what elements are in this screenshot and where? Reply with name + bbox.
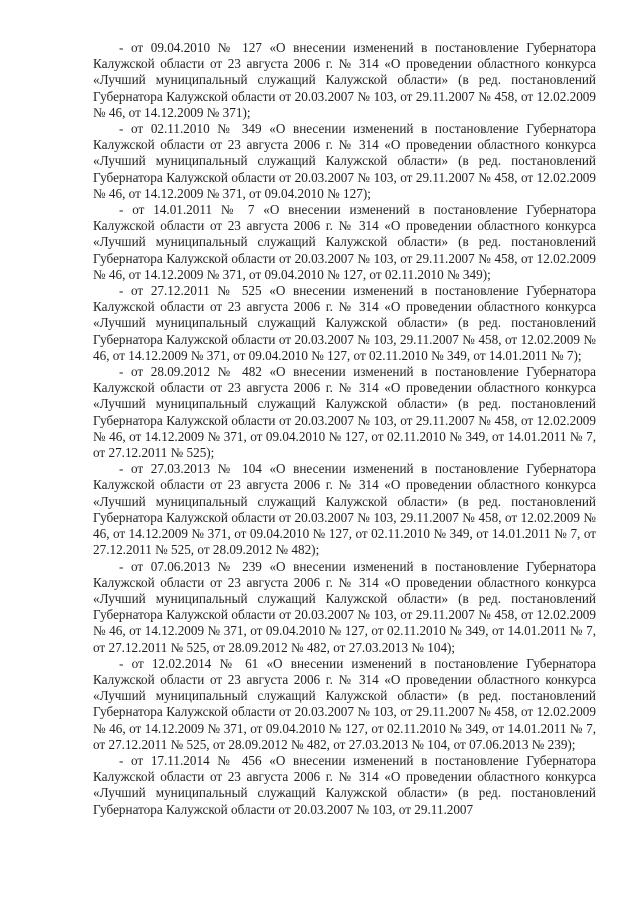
amendment-paragraph-7: - от 07.06.2013 № 239 «О внесении изменений в постановление Губернатора Калужской области от 23 августа 2006 г. № 314 «О проведении областного конкурса «Лучший муниципальный служащий Калужской области» (в ред. постановлений Губернатора Калужской области от 20.03.2007 № 103, от 29.11.2007 № 458, от 12.02.2009 № 46, от 14.12.2009 № 371, от 09.04.2010 № 127, от 02.11.2010 № 349, от 14.01.2011 № 7, от 27.12.2011 № 525, от 28.09.2012 № 482, от 27.03.2013 № 104); — [93, 558, 596, 655]
amendment-paragraph-5: - от 28.09.2012 № 482 «О внесении изменений в постановление Губернатора Калужской области от 23 августа 2006 г. № 314 «О проведении областного конкурса «Лучший муниципальный служащий Калужской области» (в ред. постановлений Губернатора Калужской области от 20.03.2007 № 103, от 29.11.2007 № 458, от 12.02.2009 № 46, от 14.12.2009 № 371, от 09.04.2010 № 127, от 02.11.2010 № 349, от 14.01.2011 № 7, от 27.12.2011 № 525); — [93, 364, 596, 461]
amendment-paragraph-2: - от 02.11.2010 № 349 «О внесении изменений в постановление Губернатора Калужской области от 23 августа 2006 г. № 314 «О проведении областного конкурса «Лучший муниципальный служащий Калужской области» (в ред. постановлений Губернатора Калужской области от 20.03.2007 № 103, от 29.11.2007 № 458, от 12.02.2009 № 46, от 14.12.2009 № 371, от 09.04.2010 № 127); — [93, 121, 596, 201]
document-page — [93, 40, 596, 818]
amendment-paragraph-8: - от 12.02.2014 № 61 «О внесении изменений в постановление Губернатора Калужской области от 23 августа 2006 г. № 314 «О проведении областного конкурса «Лучший муниципальный служащий Калужской области» (в ред. постановлений Губернатора Калужской области от 20.03.2007 № 103, от 29.11.2007 № 458, от 12.02.2009 № 46, от 14.12.2009 № 371, от 09.04.2010 № 127, от 02.11.2010 № 349, от 14.01.2011 № 7, от 27.12.2011 № 525, от 28.09.2012 № 482, от 27.03.2013 № 104, от 07.06.2013 № 239); — [93, 655, 596, 752]
amendment-paragraph-6: - от 27.03.2013 № 104 «О внесении изменений в постановление Губернатора Калужской области от 23 августа 2006 г. № 314 «О проведении областного конкурса «Лучший муниципальный служащий Калужской области» (в ред. постановлений Губернатора Калужской области от 20.03.2007 № 103, 29.11.2007 № 458, от 12.02.2009 № 46, от 14.12.2009 № 371, от 09.04.2010 № 127, от 02.11.2010 № 349, от 14.01.2011 № 7, от 27.12.2011 № 525, от 28.09.2012 № 482); — [93, 461, 596, 558]
amendment-paragraph-4: - от 27.12.2011 № 525 «О внесении изменений в постановление Губернатора Калужской области от 23 августа 2006 г. № 314 «О проведении областного конкурса «Лучший муниципальный служащий Калужской области» (в ред. постановлений Губернатора Калужской области от 20.03.2007 № 103, 29.11.2007 № 458, от 12.02.2009 № 46, от 14.12.2009 № 371, от 09.04.2010 № 127, от 02.11.2010 № 349, от 14.01.2011 № 7); — [93, 283, 596, 363]
amendment-paragraph-9: - от 17.11.2014 № 456 «О внесении изменений в постановление Губернатора Калужской области от 23 августа 2006 г. № 314 «О проведении областного конкурса «Лучший муниципальный служащий Калужской области» (в ред. постановлений Губернатора Калужской области от 20.03.2007 № 103, от 29.11.2007 — [93, 752, 596, 817]
amendment-paragraph-3: - от 14.01.2011 № 7 «О внесении изменений в постановление Губернатора Калужской области от 23 августа 2006 г. № 314 «О проведении областного конкурса «Лучший муниципальный служащий Калужской области» (в ред. постановлений Губернатора Калужской области от 20.03.2007 № 103, от 29.11.2007 № 458, от 12.02.2009 № 46, от 14.12.2009 № 371, от 09.04.2010 № 127, от 02.11.2010 № 349); — [93, 202, 596, 282]
amendment-paragraph-1: - от 09.04.2010 № 127 «О внесении изменений в постановление Губернатора Калужской области от 23 августа 2006 г. № 314 «О проведении областного конкурса «Лучший муниципальный служащий Калужской области» (в ред. постановлений Губернатора Калужской области от 20.03.2007 № 103, от 29.11.2007 № 458, от 12.02.2009 № 46, от 14.12.2009 № 371); — [93, 40, 596, 120]
